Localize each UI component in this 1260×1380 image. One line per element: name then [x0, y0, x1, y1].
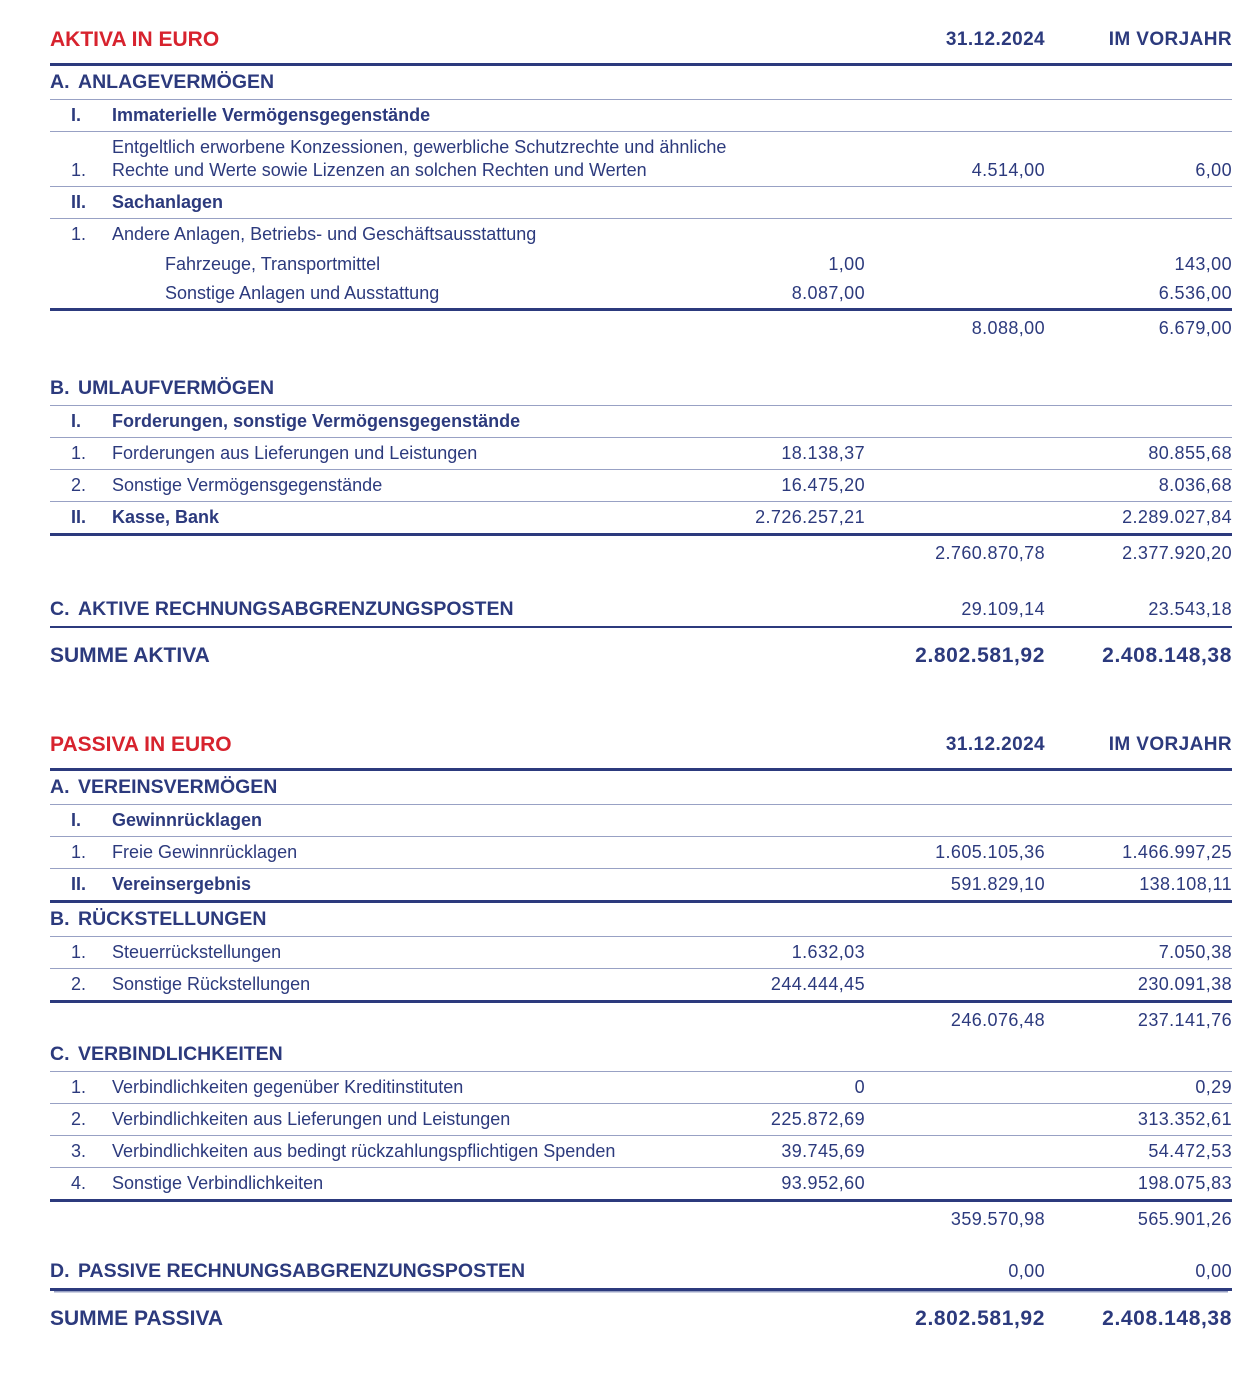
passiva-row-item-9 — [50, 1072, 1232, 1104]
row-label — [112, 410, 745, 433]
row-label — [112, 506, 745, 529]
row-prefix: A. — [50, 71, 70, 93]
row-prefix: 1. — [71, 842, 87, 862]
row-label — [112, 104, 745, 127]
aktiva-row-item-2 — [50, 132, 1232, 187]
aktiva-row-item-11 — [50, 438, 1232, 470]
amount-sub-column: 16.475,20 — [781, 475, 865, 495]
row-label-line: Sonstige Anlagen und Ausstattung — [165, 283, 440, 303]
aktiva-table — [50, 28, 1232, 673]
amount-prior-year: 237.141,76 — [1137, 1010, 1232, 1030]
row-prefix: 4. — [71, 1173, 87, 1193]
aktiva-row-total-18 — [50, 638, 1232, 673]
row-label-line: SUMME AKTIVA — [50, 644, 210, 667]
passiva-row-total-17 — [50, 1301, 1232, 1336]
amount-prior-year: 1.466.997,25 — [1122, 842, 1232, 862]
amount-sub-column: 225.872,69 — [770, 1109, 865, 1129]
row-label-line: Forderungen, sonstige Vermögensgegenstände — [112, 411, 521, 431]
amount-prior-year: 138.108,11 — [1139, 874, 1232, 894]
row-label-line: UMLAUFVERMÖGEN — [78, 377, 275, 399]
row-label — [78, 776, 745, 799]
row-label-line: Steuerrückstellungen — [112, 942, 282, 962]
row-label — [112, 223, 745, 246]
aktiva-row-item-12 — [50, 470, 1232, 502]
row-prefix: 1. — [71, 443, 87, 463]
aktiva-row-subsection-3 — [50, 187, 1232, 219]
row-label-line: RÜCKSTELLUNGEN — [78, 908, 267, 930]
row-label — [50, 644, 745, 667]
aktiva-row-subtotal-14 — [50, 536, 1232, 571]
amount-prior-year: 2.289.027,84 — [1122, 507, 1232, 527]
passiva-row-section-4 — [50, 903, 1232, 937]
row-label-line: AKTIVE RECHNUNGSABGRENZUNGSPOSTEN — [78, 598, 514, 620]
amount-prior-year: 6.679,00 — [1158, 318, 1232, 338]
row-label — [165, 253, 745, 276]
column-header-vorjahr: IM VORJAHR — [1108, 29, 1232, 50]
row-prefix: 2. — [71, 974, 87, 994]
passiva-title-wrap — [50, 733, 745, 756]
row-prefix: 1. — [71, 224, 87, 244]
amount-sub-column: 39.745,69 — [781, 1141, 865, 1161]
passiva-spacer — [50, 1291, 1232, 1301]
row-label-line: Immaterielle Vermögensgegenstände — [112, 105, 431, 125]
row-label — [112, 1076, 745, 1099]
amount-sub-column: 244.444,45 — [770, 974, 865, 994]
aktiva-row-subtotal-7 — [50, 311, 1232, 346]
amount-current-year: 4.514,00 — [971, 160, 1045, 180]
amount-sub-column: 1.632,03 — [791, 942, 865, 962]
amount-current-year: 2.802.581,92 — [915, 644, 1045, 667]
amount-sub-column: 18.138,37 — [781, 443, 865, 463]
row-label — [165, 282, 745, 305]
row-prefix: 1. — [71, 1077, 87, 1097]
aktiva-spacer — [50, 628, 1232, 638]
aktiva-row-section-9 — [50, 372, 1232, 406]
passiva-row-subsection-3 — [50, 869, 1232, 903]
row-label-line: Sonstige Rückstellungen — [112, 974, 311, 994]
row-label — [112, 941, 745, 964]
row-label — [112, 136, 745, 182]
amount-current-year: 8.088,00 — [971, 318, 1045, 338]
amount-sub-column: 0 — [854, 1077, 865, 1097]
passiva-row-subtotal-7 — [50, 1003, 1232, 1038]
row-prefix: I. — [71, 810, 82, 830]
column-header-date: 31.12.2024 — [945, 734, 1045, 755]
passiva-spacer — [50, 1237, 1232, 1255]
aktiva-row-subsection-10 — [50, 406, 1232, 438]
aktiva-row-subsection-13 — [50, 502, 1232, 536]
row-label — [112, 442, 745, 465]
row-label-line: SUMME PASSIVA — [50, 1307, 224, 1330]
row-label — [112, 1108, 745, 1131]
passiva-table — [50, 733, 1232, 1336]
passiva-row-subtotal-13 — [50, 1202, 1232, 1237]
row-label — [78, 377, 745, 400]
row-prefix: C. — [50, 1043, 70, 1065]
row-label — [112, 474, 745, 497]
amount-current-year: 359.570,98 — [950, 1209, 1045, 1229]
row-prefix: II. — [71, 192, 87, 212]
row-label — [112, 973, 745, 996]
row-label-line: Sachanlagen — [112, 192, 224, 212]
amount-prior-year: 0,00 — [1195, 1261, 1232, 1281]
row-prefix: B. — [50, 908, 70, 930]
row-prefix: I. — [71, 105, 82, 125]
row-label-line: Verbindlichkeiten aus Lieferungen und Leistungen — [112, 1109, 511, 1129]
row-label-line: Andere Anlagen, Betriebs- und Geschäftsausstattung — [112, 224, 537, 244]
passiva-row-item-12 — [50, 1168, 1232, 1202]
aktiva-row-subline-6 — [50, 279, 1232, 311]
row-label-line: Rechte und Werte sowie Lizenzen an solchen Rechten und Werten — [112, 160, 647, 180]
amount-prior-year: 565.901,26 — [1137, 1209, 1232, 1229]
row-prefix: B. — [50, 377, 70, 399]
row-label — [112, 1140, 745, 1163]
row-prefix: II. — [71, 874, 87, 894]
amount-sub-column: 2.726.257,21 — [755, 507, 865, 527]
row-label-line: Verbindlichkeiten aus bedingt rückzahlungspflichtigen Spenden — [112, 1141, 616, 1161]
row-label-line: Fahrzeuge, Transportmittel — [165, 254, 381, 274]
amount-current-year: 246.076,48 — [950, 1010, 1045, 1030]
passiva-row-item-10 — [50, 1104, 1232, 1136]
row-prefix: II. — [71, 507, 87, 527]
row-label-line: PASSIVE RECHNUNGSABGRENZUNGSPOSTEN — [78, 1260, 526, 1282]
aktiva-row-item-4 — [50, 219, 1232, 250]
amount-prior-year: 2.377.920,20 — [1122, 543, 1232, 563]
amount-prior-year: 7.050,38 — [1158, 942, 1232, 962]
aktiva-title: AKTIVA IN EURO — [50, 28, 220, 51]
row-prefix: 2. — [71, 1109, 87, 1129]
amount-current-year: 591.829,10 — [950, 874, 1045, 894]
row-label — [50, 1307, 745, 1330]
amount-prior-year: 2.408.148,38 — [1102, 644, 1232, 667]
amount-current-year: 1.605.105,36 — [935, 842, 1045, 862]
amount-prior-year: 54.472,53 — [1148, 1141, 1232, 1161]
aktiva-row-subsection-1 — [50, 100, 1232, 132]
aktiva-header-row — [50, 28, 1232, 66]
row-label — [112, 873, 745, 896]
row-prefix: 3. — [71, 1141, 87, 1161]
passiva-row-item-11 — [50, 1136, 1232, 1168]
row-label-line: Sonstige Verbindlichkeiten — [112, 1173, 324, 1193]
amount-sub-column: 93.952,60 — [781, 1173, 865, 1193]
row-label-line: VEREINSVERMÖGEN — [78, 776, 278, 798]
row-prefix: 2. — [71, 475, 87, 495]
amount-prior-year: 313.352,61 — [1137, 1109, 1232, 1129]
row-label-line: Vereinsergebnis — [112, 874, 252, 894]
passiva-row-section-15 — [50, 1255, 1232, 1291]
column-header-date: 31.12.2024 — [945, 29, 1045, 50]
aktiva-row-section-16 — [50, 593, 1232, 628]
row-label — [112, 1172, 745, 1195]
row-label — [112, 841, 745, 864]
row-prefix: A. — [50, 776, 70, 798]
passiva-row-item-2 — [50, 837, 1232, 869]
row-prefix: D. — [50, 1260, 70, 1282]
row-prefix: 1. — [71, 160, 87, 180]
amount-prior-year: 0,29 — [1195, 1077, 1232, 1097]
row-label-line: Freie Gewinnrücklagen — [112, 842, 298, 862]
row-label-line: Kasse, Bank — [112, 507, 220, 527]
amount-current-year: 2.760.870,78 — [935, 543, 1045, 563]
aktiva-title-wrap — [50, 28, 745, 51]
amount-current-year: 2.802.581,92 — [915, 1307, 1045, 1330]
amount-sub-column: 1,00 — [828, 254, 865, 274]
amount-prior-year: 143,00 — [1174, 254, 1232, 274]
amount-sub-column: 8.087,00 — [791, 283, 865, 303]
amount-prior-year: 8.036,68 — [1158, 475, 1232, 495]
passiva-row-section-8 — [50, 1038, 1232, 1072]
row-label — [78, 598, 745, 621]
passiva-row-item-5 — [50, 937, 1232, 969]
row-label-line: ANLAGEVERMÖGEN — [78, 71, 275, 93]
amount-prior-year: 198.075,83 — [1137, 1173, 1232, 1193]
row-label — [78, 1260, 745, 1283]
row-label-line: Verbindlichkeiten gegenüber Kreditinstituten — [112, 1077, 464, 1097]
row-prefix: I. — [71, 411, 82, 431]
passiva-header-row — [50, 733, 1232, 771]
row-prefix: C. — [50, 598, 70, 620]
amount-prior-year: 23.543,18 — [1148, 599, 1232, 619]
amount-prior-year: 6,00 — [1195, 160, 1232, 180]
aktiva-row-section-0 — [50, 66, 1232, 100]
passiva-row-subsection-1 — [50, 805, 1232, 837]
amount-prior-year: 6.536,00 — [1158, 283, 1232, 303]
aktiva-spacer — [50, 346, 1232, 372]
passiva-row-section-0 — [50, 771, 1232, 805]
row-label — [78, 71, 745, 94]
row-label — [78, 1043, 745, 1066]
amount-prior-year: 2.408.148,38 — [1102, 1307, 1232, 1330]
row-label-line: Gewinnrücklagen — [112, 810, 263, 830]
amount-prior-year: 80.855,68 — [1148, 443, 1232, 463]
row-label — [112, 191, 745, 214]
row-label — [112, 809, 745, 832]
aktiva-row-subline-5 — [50, 250, 1232, 279]
passiva-row-item-6 — [50, 969, 1232, 1003]
amount-current-year: 29.109,14 — [961, 599, 1045, 619]
amount-current-year: 0,00 — [1008, 1261, 1045, 1281]
amount-prior-year: 230.091,38 — [1137, 974, 1232, 994]
row-label — [78, 908, 745, 931]
aktiva-spacer — [50, 571, 1232, 593]
row-prefix: 1. — [71, 942, 87, 962]
column-header-vorjahr: IM VORJAHR — [1108, 734, 1232, 755]
row-label-line: Forderungen aus Lieferungen und Leistungen — [112, 443, 478, 463]
passiva-title: PASSIVA IN EURO — [50, 733, 232, 756]
row-label-line: Entgeltlich erworbene Konzessionen, gewerbliche Schutzrechte und ähnliche — [112, 137, 727, 157]
row-label-line: VERBINDLICHKEITEN — [78, 1043, 283, 1065]
row-label-line: Sonstige Vermögensgegenstände — [112, 475, 383, 495]
